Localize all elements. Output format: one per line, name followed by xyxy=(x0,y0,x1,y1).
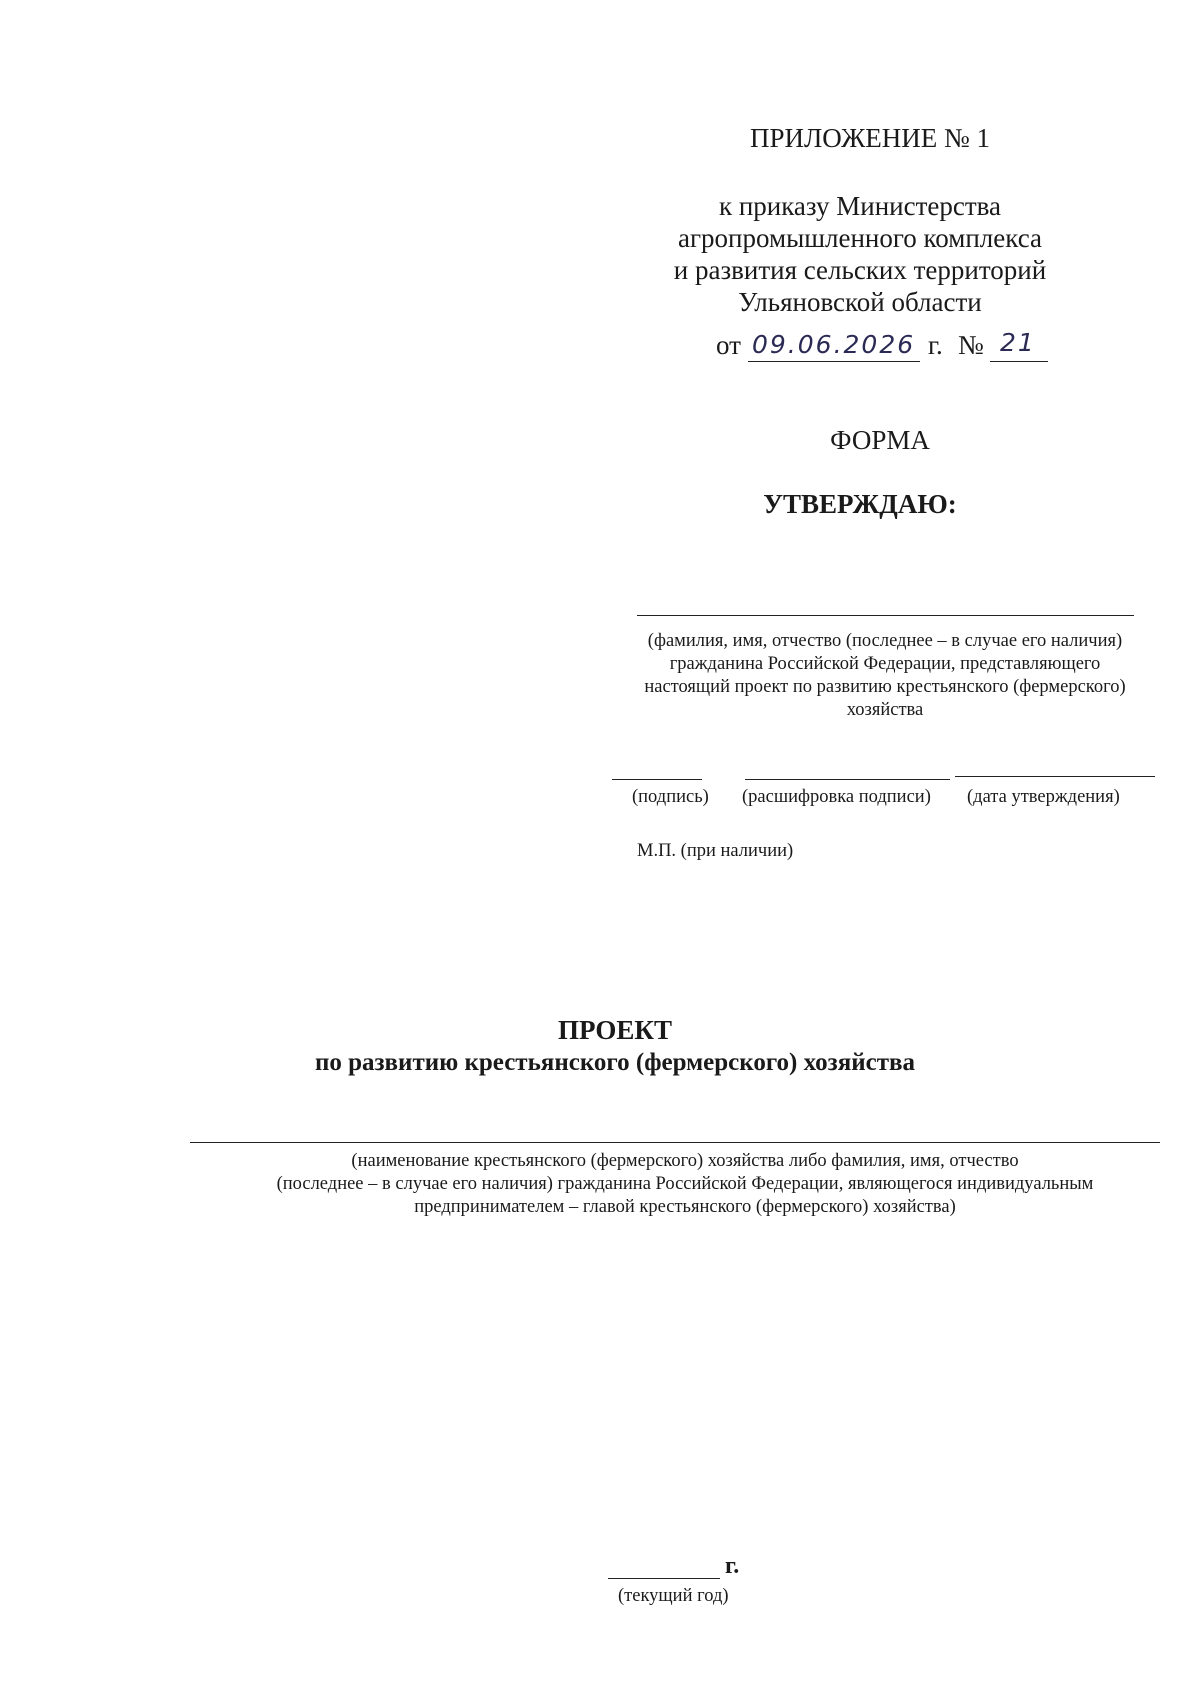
approver-name-line xyxy=(637,615,1134,616)
caption-line: (фамилия, имя, отчество (последнее – в случае его наличия) xyxy=(647,631,1123,651)
decryption-caption: (расшифровка подписи) xyxy=(742,787,931,807)
handwritten-date: 09.06.2026 xyxy=(752,330,916,359)
approval-title: УТВЕРЖДАЮ: xyxy=(763,489,957,519)
caption-line: настоящий проект по развитию крестьянского (фермерского) xyxy=(644,677,1126,697)
order-reference xyxy=(600,190,1120,318)
signature-line xyxy=(612,779,702,780)
caption-line: (наименование крестьянского (фермерского) хозяйства либо фамилия, имя, отчество xyxy=(351,1151,1019,1171)
signature-caption: (подпись) xyxy=(632,787,709,807)
appendix-title: ПРИЛОЖЕНИЕ № 1 xyxy=(749,123,991,153)
approval-date-line xyxy=(955,776,1155,777)
farm-name-caption xyxy=(150,1150,1200,1219)
approver-name-caption xyxy=(600,630,1170,722)
number-prefix: № xyxy=(958,330,984,360)
project-title: ПРОЕКТ xyxy=(558,1015,672,1045)
project-subtitle: по развитию крестьянского (фермерского) хозяйства xyxy=(314,1049,916,1076)
form-label: ФОРМА xyxy=(830,425,930,455)
caption-line: предпринимателем – главой крестьянского (фермерского) хозяйства) xyxy=(414,1197,956,1217)
approval-date-caption: (дата утверждения) xyxy=(967,787,1120,807)
year-suffix: г. xyxy=(928,330,943,360)
caption-line: (последнее – в случае его наличия) гражданина Российской Федерации, являющегося индивидуальным xyxy=(276,1174,1094,1194)
order-line: и развития сельских территорий xyxy=(673,255,1047,285)
decryption-line xyxy=(745,779,950,780)
number-underline xyxy=(990,361,1048,362)
caption-line: хозяйства xyxy=(846,700,924,720)
date-prefix: от xyxy=(716,330,741,360)
seal-note: М.П. (при наличии) xyxy=(637,841,794,861)
handwritten-number: 21 xyxy=(1000,328,1036,357)
order-line: агропромышленного комплекса xyxy=(678,223,1042,253)
year-suffix-footer: г. xyxy=(725,1553,740,1579)
order-line: Ульяновской области xyxy=(738,287,982,317)
order-line: к приказу Министерства xyxy=(718,191,1002,221)
date-underline xyxy=(748,361,920,362)
farm-name-line xyxy=(190,1142,1160,1143)
caption-line: гражданина Российской Федерации, представляющего xyxy=(669,654,1101,674)
year-caption: (текущий год) xyxy=(618,1586,729,1606)
year-line xyxy=(608,1578,720,1579)
